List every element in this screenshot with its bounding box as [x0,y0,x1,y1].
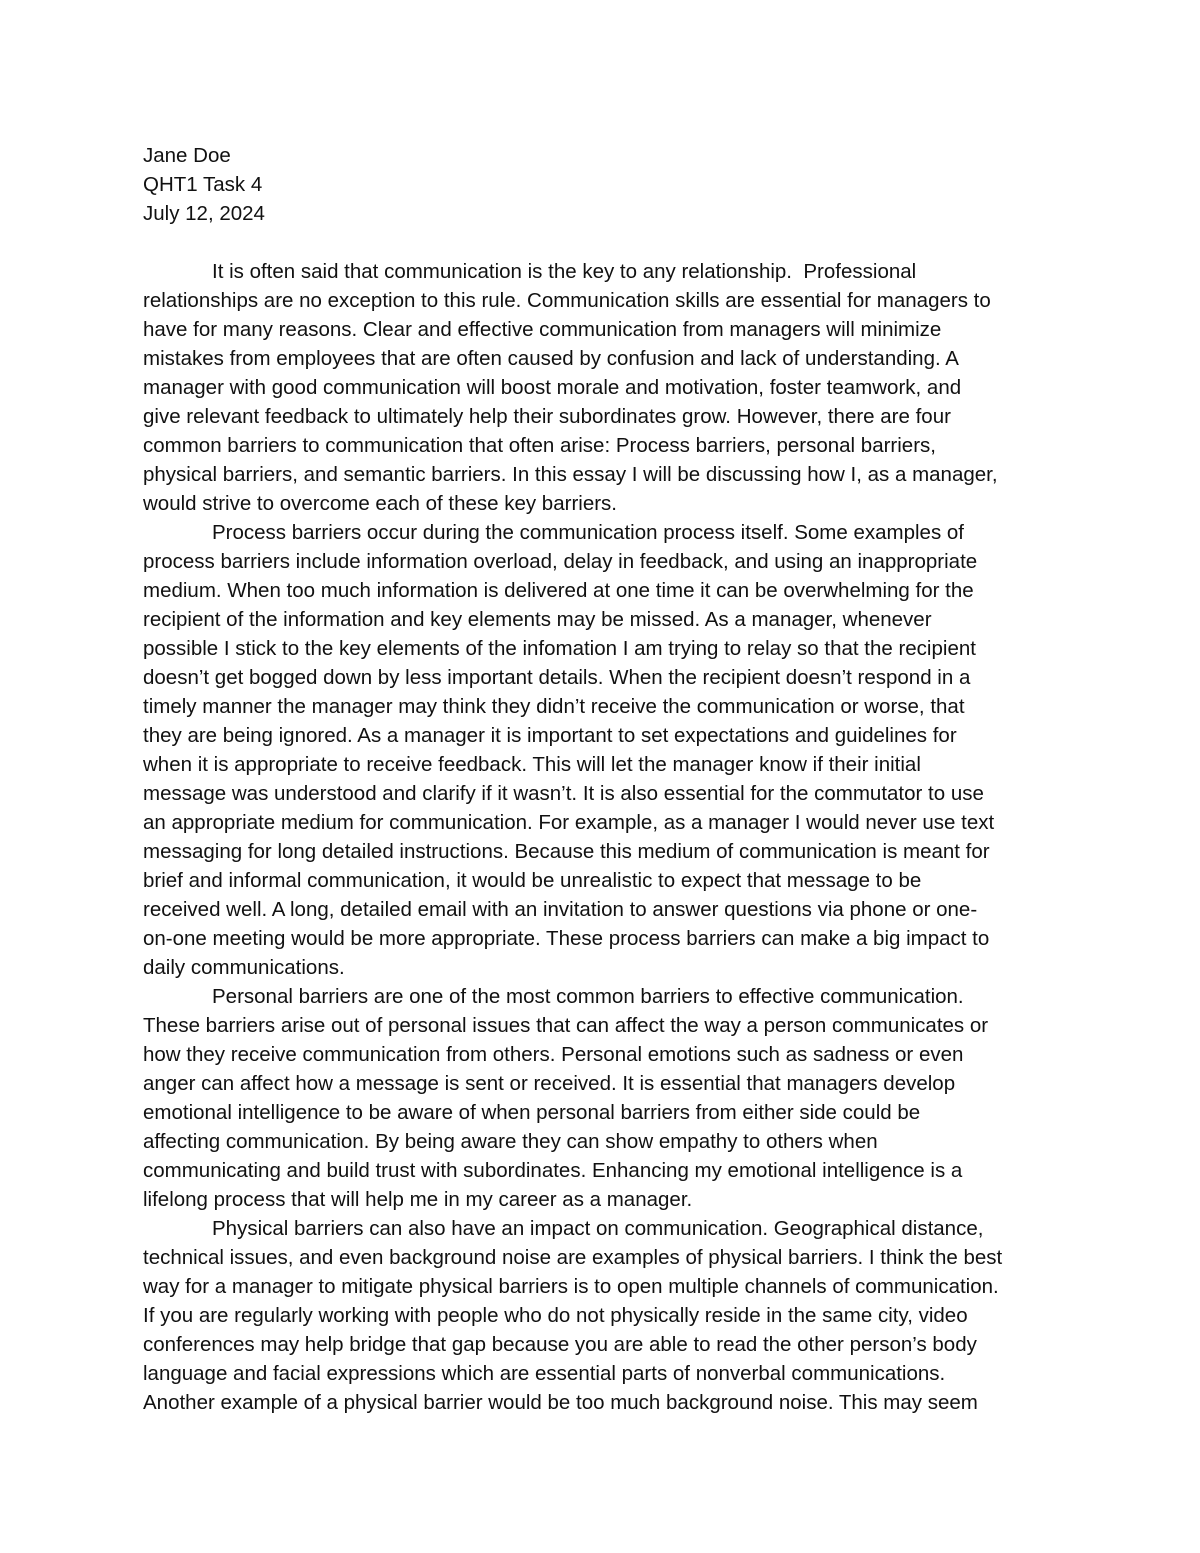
paragraph-line: affecting communication. By being aware they can show empathy to others when [143,1130,878,1153]
paragraph-line: relationships are no exception to this rule. Communication skills are essential for managers to [143,289,991,312]
paragraph-line: timely manner the manager may think they didn’t receive the communication or worse, that [143,695,965,718]
paragraph-line: doesn’t get bogged down by less important details. When the recipient doesn’t respond in a [143,666,971,689]
paragraph-line: how they receive communication from others. Personal emotions such as sadness or even [143,1043,964,1066]
paragraph-line: Personal barriers are one of the most common barriers to effective communication. [212,985,964,1008]
paragraph-line: when it is appropriate to receive feedback. This will let the manager know if their initial [143,753,921,776]
paragraph [143,257,1063,518]
paragraph-line: manager with good communication will boost morale and motivation, foster teamwork, and [143,376,962,399]
paragraph-line: emotional intelligence to be aware of when personal barriers from either side could be [143,1101,921,1124]
paragraph-line: recipient of the information and key elements may be missed. As a manager, whenever [143,608,932,631]
paragraph [143,982,1063,1214]
paragraph-line: technical issues, and even background noise are examples of physical barriers. I think the best [143,1246,1003,1269]
paragraph-line: Physical barriers can also have an impact on communication. Geographical distance, [212,1217,984,1240]
paragraph-line: These barriers arise out of personal issues that can affect the way a person communicates or [143,1014,989,1037]
paragraph-line: brief and informal communication, it would be unrealistic to expect that message to be [143,869,922,892]
paragraph-line: give relevant feedback to ultimately help their subordinates grow. However, there are four [143,405,951,428]
paragraph-line: lifelong process that will help me in my career as a manager. [143,1188,693,1211]
paragraph-line: Another example of a physical barrier would be too much background noise. This may seem [143,1391,978,1414]
paragraph-line: It is often said that communication is the key to any relationship. Professional [212,260,917,283]
paragraph-line: message was understood and clarify if it wasn’t. It is also essential for the commutator to use [143,782,984,805]
paragraph-line: communicating and build trust with subordinates. Enhancing my emotional intelligence is a [143,1159,963,1182]
paragraph-line: common barriers to communication that often arise: Process barriers, personal barriers, [143,434,936,457]
paragraph-line: Process barriers occur during the communication process itself. Some examples of [212,521,964,544]
paragraph-line: would strive to overcome each of these key barriers. [143,492,617,515]
paragraph-line: conferences may help bridge that gap because you are able to read the other person’s body [143,1333,977,1356]
paragraph-line: process barriers include information overload, delay in feedback, and using an inappropriate [143,550,978,573]
document-date: July 12, 2024 [143,202,265,225]
paragraph [143,1214,1063,1417]
paragraph-line: anger can affect how a message is sent or received. It is essential that managers develop [143,1072,956,1095]
paragraph-line: medium. When too much information is delivered at one time it can be overwhelming for the [143,579,974,602]
paragraph-line: possible I stick to the key elements of the infomation I am trying to relay so that the recipient [143,637,976,660]
author-name: Jane Doe [143,144,231,167]
paragraph [143,518,1063,982]
essay-body [143,257,1063,1417]
document-body [143,141,1063,1417]
paragraph-line: messaging for long detailed instructions. Because this medium of communication is meant for [143,840,990,863]
document-header [143,141,1063,228]
paragraph-line: daily communications. [143,956,345,979]
paragraph-line: have for many reasons. Clear and effective communication from managers will minimize [143,318,942,341]
paragraph-line: they are being ignored. As a manager it is important to set expectations and guidelines for [143,724,957,747]
paragraph-line: on-one meeting would be more appropriate. These process barriers can make a big impact to [143,927,990,950]
paragraph-line: language and facial expressions which are essential parts of nonverbal communications. [143,1362,946,1385]
course-title: QHT1 Task 4 [143,173,263,196]
paragraph-line: received well. A long, detailed email with an invitation to answer questions via phone or one- [143,898,978,921]
paragraph-line: mistakes from employees that are often caused by confusion and lack of understanding. A [143,347,959,370]
paragraph-line: an appropriate medium for communication. For example, as a manager I would never use text [143,811,995,834]
paragraph-line: physical barriers, and semantic barriers. In this essay I will be discussing how I, as a manager, [143,463,998,486]
paragraph-line: If you are regularly working with people who do not physically reside in the same city, video [143,1304,968,1327]
paragraph-line: way for a manager to mitigate physical barriers is to open multiple channels of communication. [143,1275,999,1298]
